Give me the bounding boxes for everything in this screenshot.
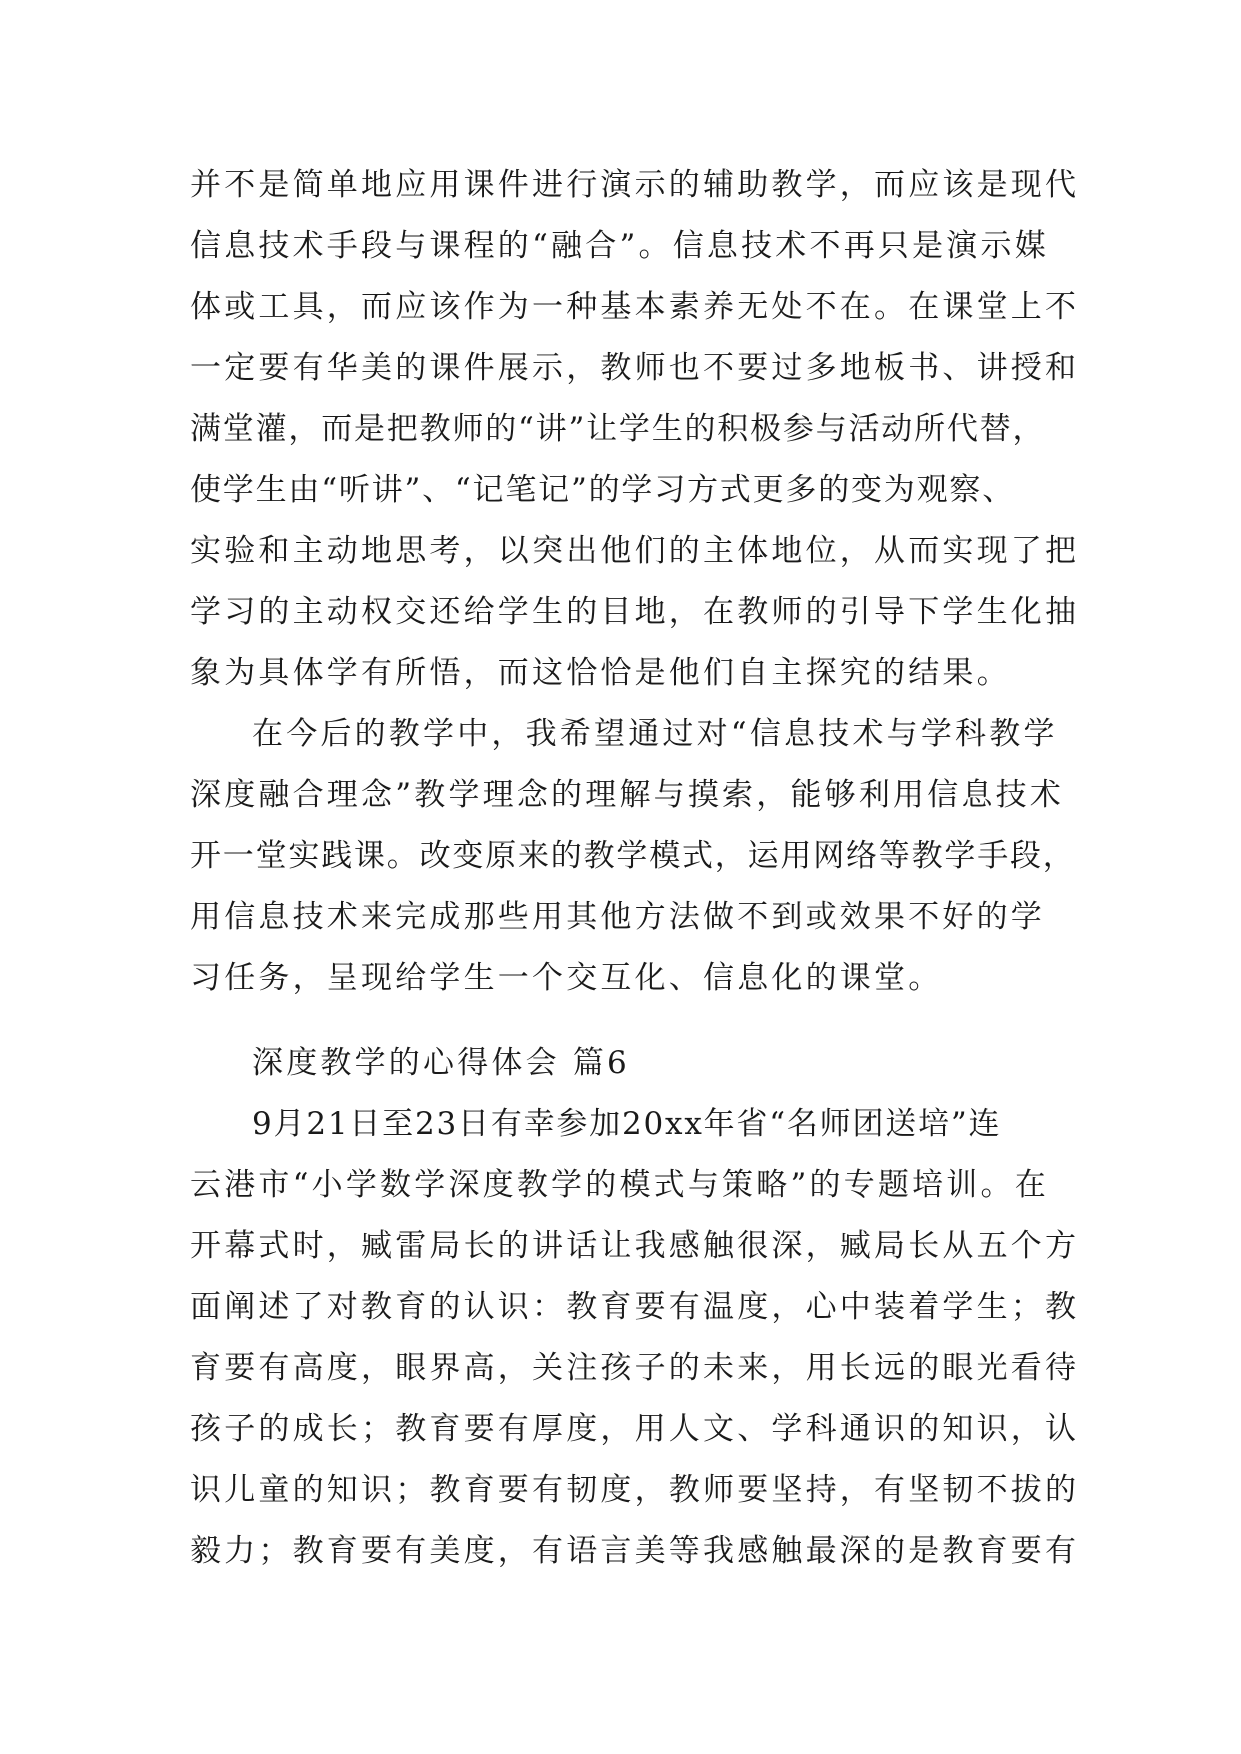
paragraph-line: 开幕式时，臧雷局长的讲话让我感触很深，臧局长从五个方 — [190, 1228, 1080, 1264]
paragraph-line: 在今后的教学中，我希望通过对“信息技术与学科教学 — [252, 716, 1058, 752]
paragraph-line: 识儿童的知识；教育要有韧度，教师要坚持，有坚韧不拔的 — [190, 1472, 1080, 1508]
paragraph-line: 并不是简单地应用课件进行演示的辅助教学，而应该是现代 — [190, 167, 1080, 203]
paragraph-line: 一定要有华美的课件展示，教师也不要过多地板书、讲授和 — [190, 350, 1080, 386]
paragraph-line: 用信息技术来完成那些用其他方法做不到或效果不好的学 — [190, 899, 1045, 935]
paragraph-line: 开一堂实践课。改变原来的教学模式，运用网络等教学手段， — [190, 838, 1076, 874]
paragraph-line: 实验和主动地思考，以突出他们的主体地位，从而实现了把 — [190, 533, 1080, 569]
paragraph-line: 学习的主动权交还给学生的目地，在教师的引导下学生化抽 — [190, 594, 1080, 630]
section-heading: 深度教学的心得体会 篇6 — [252, 1045, 630, 1081]
paragraph-line: 体或工具，而应该作为一种基本素养无处不在。在课堂上不 — [190, 289, 1080, 325]
paragraph-line: 面阐述了对教育的认识：教育要有温度，心中装着学生；教 — [190, 1289, 1080, 1325]
text-block-1 — [190, 155, 1080, 1009]
paragraph-line: 9月21日至23日有幸参加20xx年省“名师团送培”连 — [252, 1106, 1002, 1142]
paragraph-line: 信息技术手段与课程的“融合”。信息技术不再只是演示媒 — [190, 228, 1049, 264]
paragraph-line: 孩子的成长；教育要有厚度，用人文、学科通识的知识，认 — [190, 1411, 1080, 1447]
paragraph-line: 毅力；教育要有美度，有语言美等我感触最深的是教育要有 — [190, 1533, 1080, 1569]
paragraph-line: 使学生由“听讲”、“记笔记”的学习方式更多的变为观察、 — [190, 472, 1015, 508]
paragraph-line: 象为具体学有所悟，而这恰恰是他们自主探究的结果。 — [190, 655, 1011, 691]
paragraph-line: 育要有高度，眼界高，关注孩子的未来，用长远的眼光看待 — [190, 1350, 1080, 1386]
paragraph-line: 深度融合理念”教学理念的理解与摸索，能够利用信息技术 — [190, 777, 1065, 813]
paragraph-line: 满堂灌，而是把教师的“讲”让学生的积极参与活动所代替， — [190, 411, 1046, 447]
text-block-2 — [190, 1033, 1080, 1582]
paragraph-line: 云港市“小学数学深度教学的模式与策略”的专题培训。在 — [190, 1167, 1049, 1203]
paragraph-line: 习任务，呈现给学生一个交互化、信息化的课堂。 — [190, 960, 943, 996]
